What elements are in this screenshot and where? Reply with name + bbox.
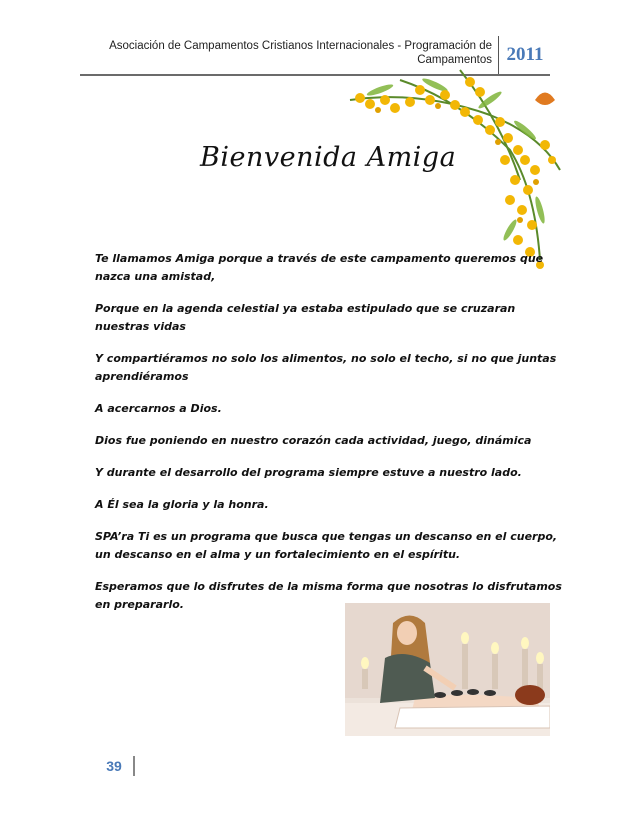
paragraph: Esperamos que lo disfrutes de la misma forma que nosotras lo disfrutamos en prepararlo. xyxy=(95,580,562,611)
header-year: 2011 xyxy=(498,36,551,74)
paragraph: Porque en la agenda celestial ya estaba estipulado que se cruzaran nuestras vidas xyxy=(95,302,516,333)
paragraph: Y durante el desarrollo del programa siempre estuve a nuestro lado. xyxy=(95,466,522,479)
header-line-2: Campamentos xyxy=(417,54,492,66)
paragraph: A acercarnos a Dios. xyxy=(95,402,222,415)
paragraph: A Él sea la gloria y la honra. xyxy=(95,498,269,511)
page-title: Bienvenida Amiga xyxy=(200,142,457,173)
paragraph: Dios fue poniendo en nuestro corazón cada actividad, juego, dinámica xyxy=(95,434,532,447)
header-line-1: Asociación de Campamentos Cristianos Internacionales - Programación de xyxy=(109,40,492,52)
paragraph: Y compartiéramos no solo los alimentos, no solo el techo, si no que juntas aprendiéramos xyxy=(95,352,557,383)
paragraph: Te llamamos Amiga porque a través de este campamento queremos que nazca una amistad, xyxy=(95,252,544,283)
spa-massage-illustration xyxy=(345,603,550,736)
paragraph: SPA’ra Ti es un programa que busca que tengas un descanso en el cuerpo, un descanso en el alma y un fortalecimiento en el espíritu. xyxy=(95,530,558,561)
page-number: 39 xyxy=(95,756,135,776)
welcome-letter xyxy=(95,250,565,628)
